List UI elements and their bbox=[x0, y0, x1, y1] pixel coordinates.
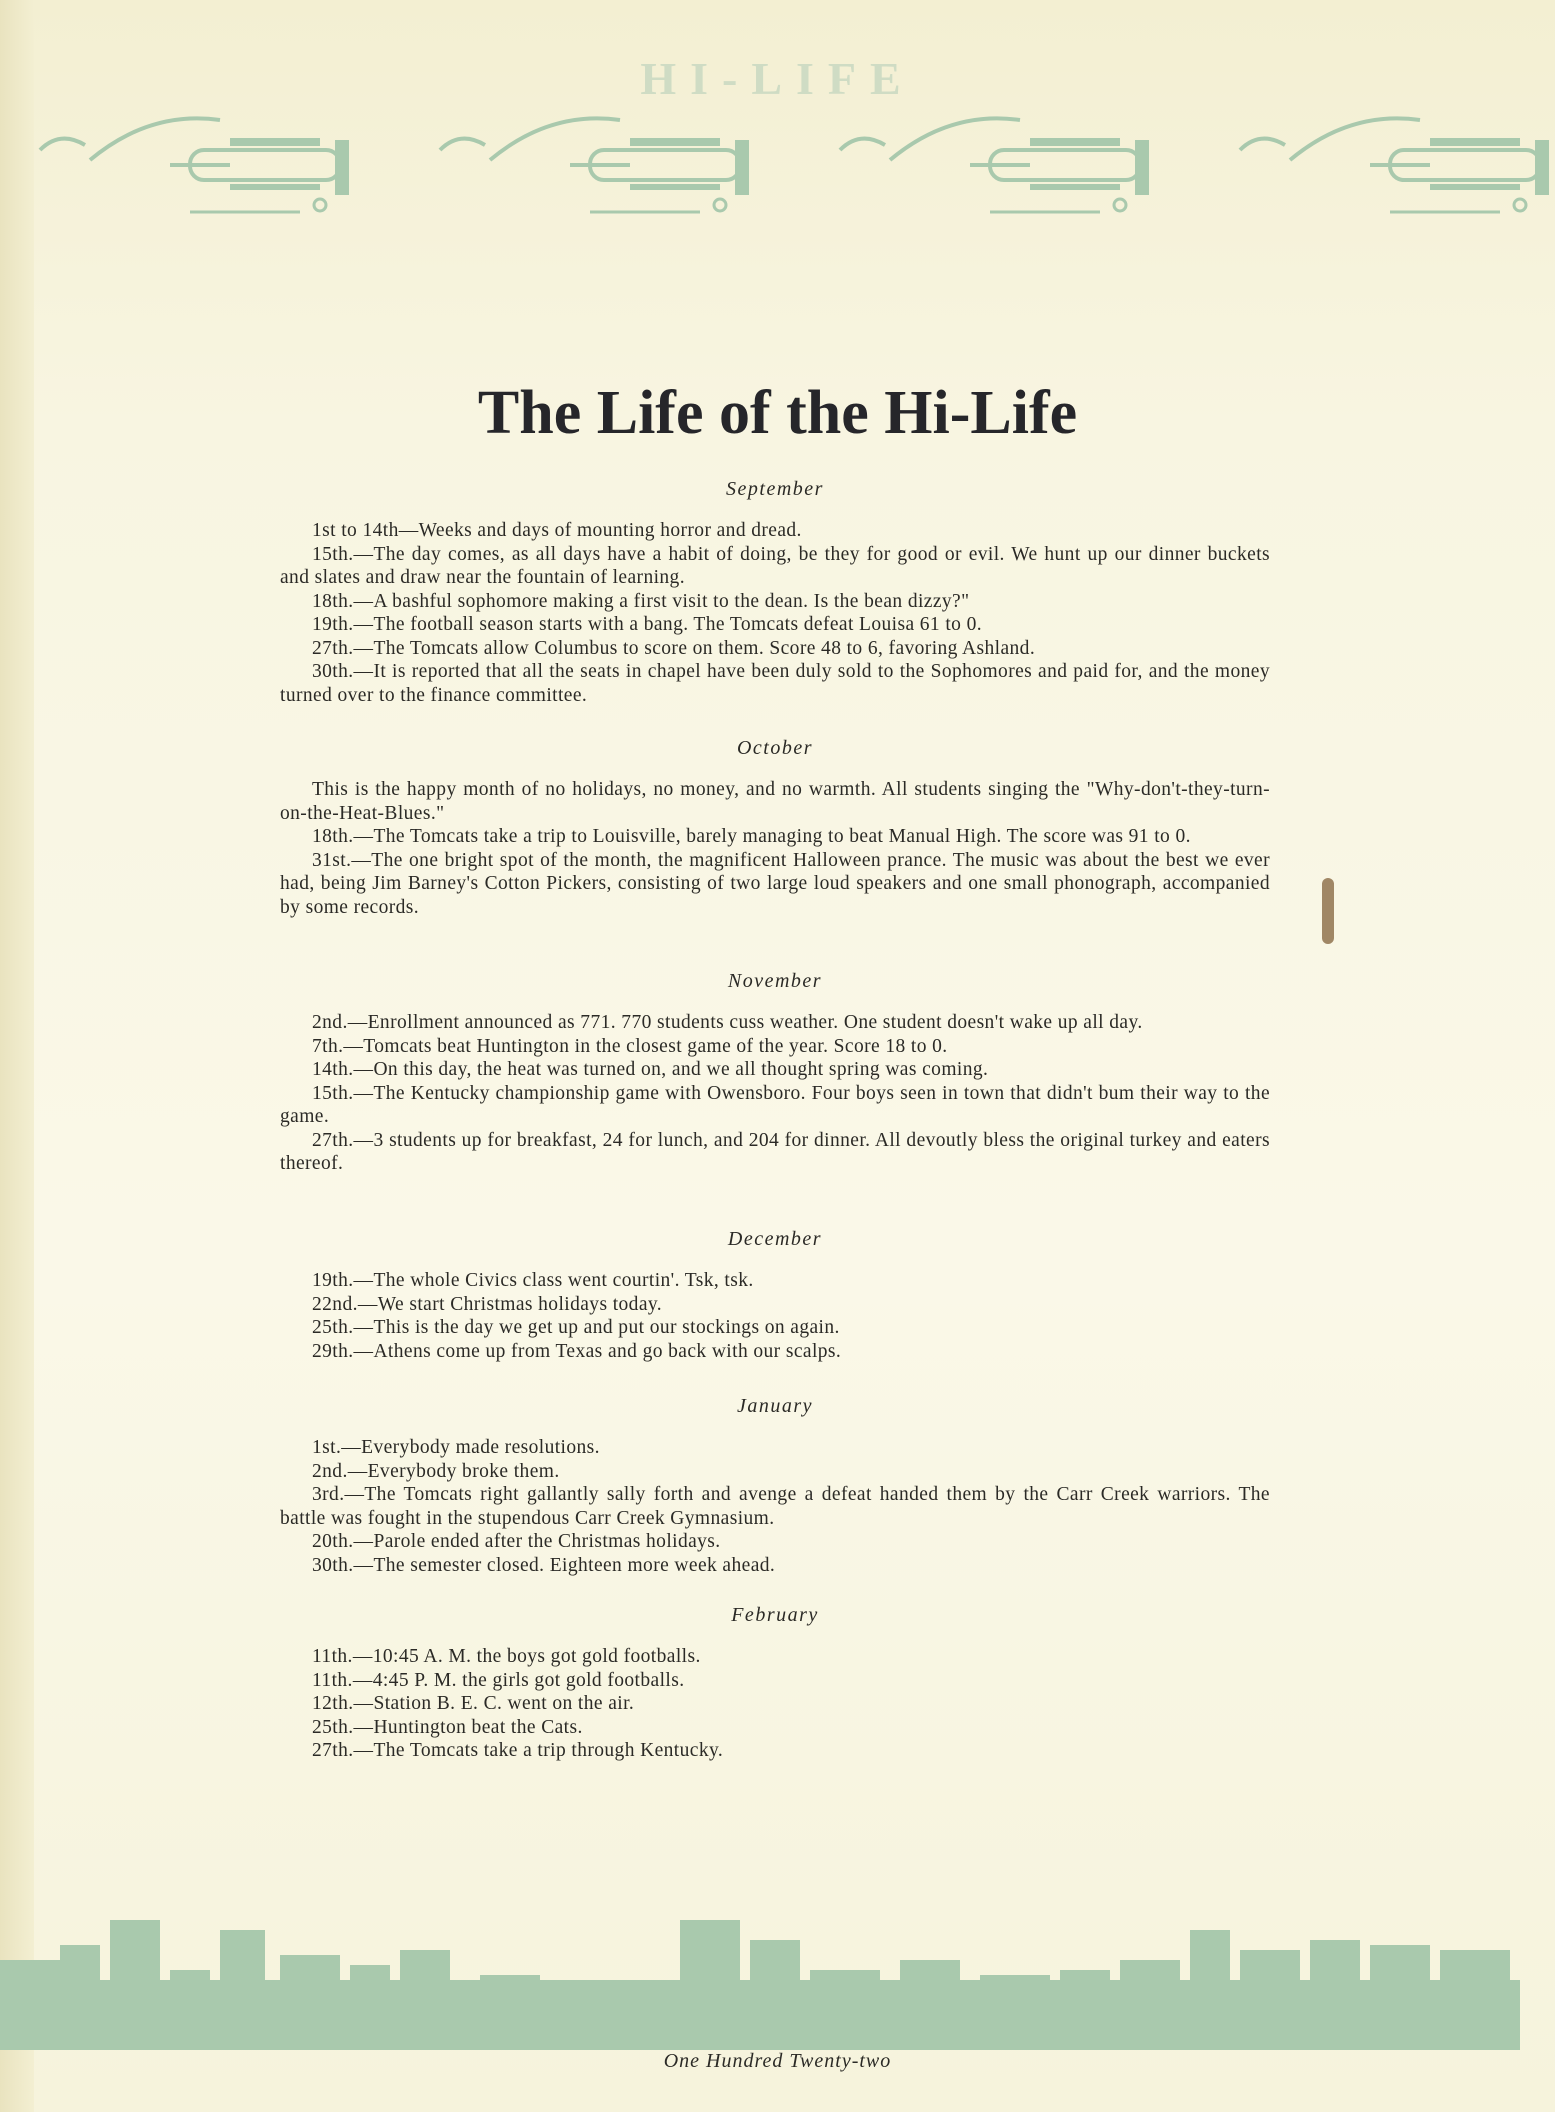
building-silhouette bbox=[1440, 1950, 1510, 2050]
calendar-entry: 3rd.—The Tomcats right gallantly sally forth and avenge a defeat handed them by the Carr Creek warriors. The battle was fought in the stupendous Carr Creek Gymnasium. bbox=[280, 1484, 1270, 1529]
building-silhouette bbox=[810, 1970, 880, 2050]
calendar-entry: 30th.—The semester closed. Eighteen more week ahead. bbox=[312, 1554, 776, 1576]
calendar-entry: 11th.—10:45 A. M. the boys got gold footballs. bbox=[312, 1646, 701, 1667]
building-silhouette bbox=[1240, 1950, 1300, 2050]
month-heading: September bbox=[726, 478, 824, 500]
calendar-entry: 12th.—Station B. E. C. went on the air. bbox=[312, 1693, 635, 1714]
month-heading: December bbox=[727, 1228, 823, 1250]
building-silhouette bbox=[280, 1955, 340, 2050]
calendar-entry: 14th.—On this day, the heat was turned on, and we all thought spring was coming. bbox=[312, 1059, 989, 1080]
airplane-icon bbox=[1240, 118, 1549, 212]
calendar-entry: 27th.—3 students up for breakfast, 24 for lunch, and 204 for dinner. All devoutly bless the original turkey and eaters thereof. bbox=[280, 1129, 1270, 1174]
airplane-banner-decoration bbox=[30, 100, 1555, 230]
page-stain bbox=[1322, 878, 1334, 944]
calendar-entry: 1st.—Everybody made resolutions. bbox=[312, 1437, 600, 1458]
month-section-february bbox=[280, 1604, 1270, 1763]
building-silhouette bbox=[750, 1940, 800, 2050]
month-heading: February bbox=[731, 1604, 819, 1626]
building-silhouette bbox=[480, 1975, 540, 2050]
building-silhouette bbox=[900, 1960, 960, 2050]
calendar-entry: 29th.—Athens come up from Texas and go back with our scalps. bbox=[312, 1340, 842, 1362]
building-silhouette bbox=[1310, 1940, 1360, 2050]
running-header: HI-LIFE bbox=[640, 53, 915, 104]
page-number: One Hundred Twenty-two bbox=[663, 2050, 892, 2072]
month-section-october bbox=[280, 737, 1270, 919]
calendar-entry: 27th.—The Tomcats allow Columbus to score on them. Score 48 to 6, favoring Ashland. bbox=[312, 637, 1036, 659]
building-silhouette bbox=[170, 1970, 210, 2050]
airplane-icon bbox=[440, 118, 749, 212]
building-silhouette bbox=[110, 1920, 160, 2050]
calendar-entry: 31st.—The one bright spot of the month, the magnificent Halloween prance. The music was about the best we ever had, being Jim Barney's Cotton Pickers, consisting of two large loud speakers and one small phonograph, accompanied by some records. bbox=[280, 849, 1270, 918]
calendar-entry: 15th.—The day comes, as all days have a habit of doing, be they for good or evil. We hunt up our dinner buckets and slates and draw near the fountain of learning. bbox=[280, 543, 1270, 588]
city-skyline-decoration bbox=[0, 1850, 1555, 2050]
building-silhouette bbox=[1120, 1960, 1180, 2050]
calendar-entry: 2nd.—Enrollment announced as 771. 770 students cuss weather. One student doesn't wake up all day. bbox=[312, 1012, 1143, 1033]
calendar-entry: 19th.—The football season starts with a bang. The Tomcats defeat Louisa 61 to 0. bbox=[312, 614, 983, 635]
page-title: The Life of the Hi-Life bbox=[477, 379, 1078, 447]
building-silhouette bbox=[560, 1985, 600, 2050]
calendar-entry: 7th.—Tomcats beat Huntington in the closest game of the year. Score 18 to 0. bbox=[312, 1035, 948, 1057]
building-silhouette bbox=[980, 1975, 1050, 2050]
month-section-september bbox=[280, 478, 1270, 707]
month-heading: November bbox=[727, 970, 823, 992]
calendar-entry: 25th.—This is the day we get up and put our stockings on again. bbox=[312, 1317, 840, 1338]
calendar-entry: 25th.—Huntington beat the Cats. bbox=[312, 1716, 583, 1738]
building-silhouette bbox=[680, 1920, 740, 2050]
calendar-entry: 20th.—Parole ended after the Christmas holidays. bbox=[312, 1531, 721, 1552]
calendar-entry: This is the happy month of no holidays, no money, and no warmth. All students singing the "Why-don't-they-turn-on-the-Heat-Blues." bbox=[280, 779, 1270, 824]
calendar-entry: 1st to 14th—Weeks and days of mounting horror and dread. bbox=[312, 520, 802, 541]
building-silhouette bbox=[1190, 1930, 1230, 2050]
month-section-november bbox=[280, 970, 1270, 1176]
building-silhouette bbox=[1370, 1945, 1430, 2050]
airplane-icon bbox=[840, 118, 1149, 212]
calendar-entry: 30th.—It is reported that all the seats in chapel have been duly sold to the Sophomores and paid for, and the money turned over to the finance committee. bbox=[280, 661, 1270, 706]
building-silhouette bbox=[60, 1945, 100, 2050]
month-section-december bbox=[280, 1228, 1270, 1363]
month-heading: October bbox=[736, 737, 814, 759]
building-silhouette bbox=[350, 1965, 390, 2050]
calendar-entry: 18th.—The Tomcats take a trip to Louisville, barely managing to beat Manual High. The score was 91 to 0. bbox=[312, 826, 1191, 847]
calendar-entry: 15th.—The Kentucky championship game with Owensboro. Four boys seen in town that didn't bum their way to the game. bbox=[280, 1082, 1270, 1127]
month-section-january bbox=[280, 1395, 1270, 1577]
calendar-entry: 2nd.—Everybody broke them. bbox=[312, 1460, 560, 1482]
building-silhouette bbox=[1060, 1970, 1110, 2050]
calendar-entry: 19th.—The whole Civics class went courtin'. Tsk, tsk. bbox=[312, 1270, 754, 1291]
building-silhouette bbox=[0, 1960, 60, 2050]
calendar-entry: 27th.—The Tomcats take a trip through Kentucky. bbox=[312, 1740, 724, 1761]
month-heading: January bbox=[736, 1395, 814, 1417]
building-silhouette bbox=[620, 1980, 670, 2050]
building-silhouette bbox=[400, 1950, 450, 2050]
building-silhouette bbox=[220, 1930, 265, 2050]
airplane-icon bbox=[40, 118, 349, 212]
calendar-entry: 18th.—A bashful sophomore making a first visit to the dean. Is the bean dizzy?" bbox=[312, 590, 970, 612]
calendar-entry: 22nd.—We start Christmas holidays today. bbox=[312, 1293, 663, 1315]
page-edge bbox=[0, 0, 34, 2112]
calendar-entry: 11th.—4:45 P. M. the girls got gold footballs. bbox=[312, 1669, 685, 1691]
